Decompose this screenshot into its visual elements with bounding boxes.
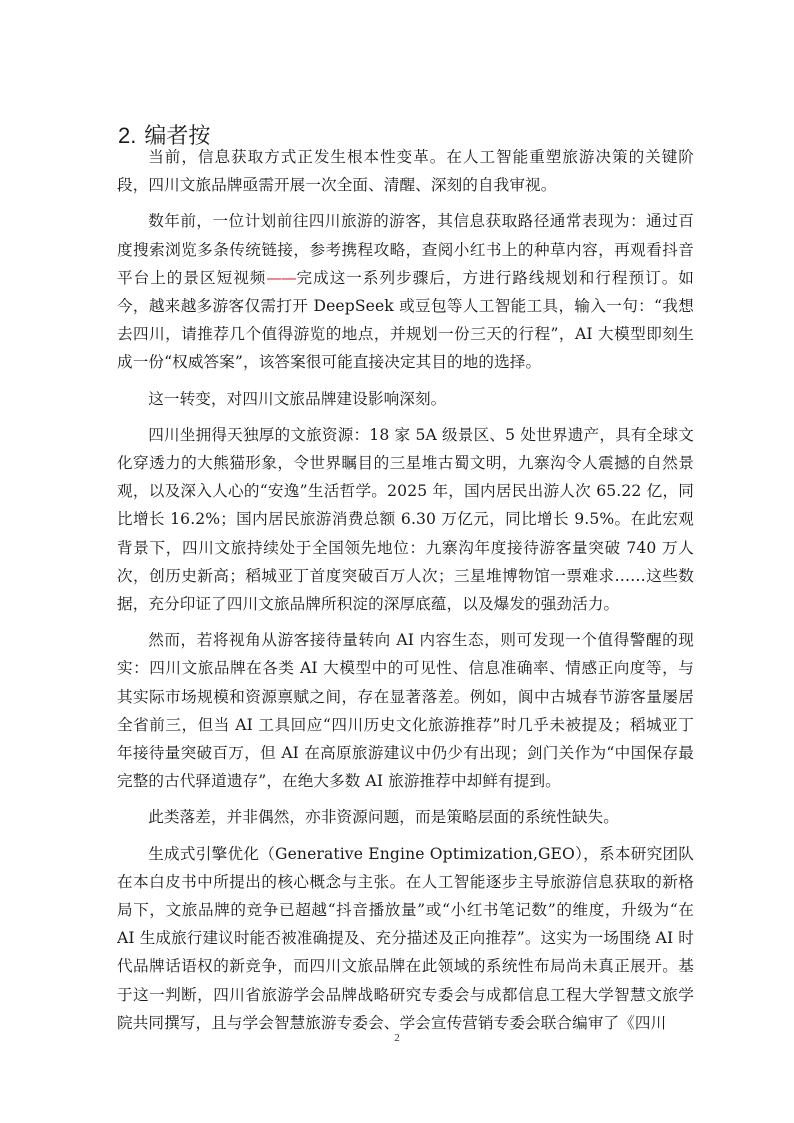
paragraph-1: 当前，信息获取方式正发生根本性变革。在人工智能重塑旅游决策的关键阶段，四川文旅品牌亟需开展一次全面、清醒、深刻的自我审视。 <box>117 148 694 195</box>
paragraph-2-part-b: 完成这一系列步骤后，方进行路线规划和行程预订。如今，越来越多游客仅需打开 DeepSeek 或豆包等人工智能工具，输入一句：“我想去四川，请推荐几个值得游览的地点，并规划一份三天的行程”，AI 大模型即刻生成一份“权威答案”，该答案很可能直接决定其目的地的选择。 <box>117 268 694 372</box>
paragraph-2-part-a: 数年前，一位计划前往四川旅游的游客，其信息获取路径通常表现为：通过百度搜索浏览多条传统链接，参考携程攻略，查阅小红书上的种草内容，再观看抖音平台上的景区短视频 <box>117 212 694 287</box>
page-number: 2 <box>394 1032 400 1044</box>
em-dash: —— <box>266 268 296 287</box>
paragraph-6: 此类落差，并非偶然，亦非资源问题，而是策略层面的系统性缺失。 <box>148 808 620 827</box>
paragraph-2 <box>117 207 694 376</box>
section-number: 2. <box>118 123 137 149</box>
paragraph-5: 然而，若将视角从游客接待量转向 AI 内容生态，则可发现一个值得警醒的现实：四川文旅品牌在各类 AI 大模型中的可见性、信息准确率、情感正向度等，与其实际市场规模和资源禀赋之间，存在显著落差。例如，阆中古城春节游客量屡居全省前三，但当 AI 工具回应“四川历史文化旅游推荐”时几乎未被提及；稻城亚丁年接待量突破百万，但 AI 在高原旅游建议中仍少有出现；剑门关作为“中国保存最完整的古代驿道遗存”，在绝大多数 AI 旅游推荐中却鲜有提到。 <box>117 631 694 791</box>
paragraph-4: 四川坐拥得天独厚的文旅资源：18 家 5A 级景区、5 处世界遗产，具有全球文化穿透力的大熊猫形象，令世界瞩目的三星堆古蜀文明，九寨沟令人震撼的自然景观，以及深入人心的“安逸”生活哲学。2025 年，国内居民出游人次 65.22 亿，同比增长 16.2%；国内居民旅游消费总额 6.30 万亿元，同比增长 9.5%。在此宏观背景下，四川文旅持续处于全国领先地位：九寨沟年度接待游客量突破 740 万人次，创历史新高；稻城亚丁首度突破百万人次；三星堆博物馆一票难求……这些数据，充分印证了四川文旅品牌所积淀的深厚底蕴，以及爆发的强劲活力。 <box>117 425 694 614</box>
paragraph-3: 这一转变，对四川文旅品牌建设影响深刻。 <box>148 389 447 408</box>
paragraph-7: 生成式引擎优化（Generative Engine Optimization,GEO），系本研究团队在本白皮书中所提出的核心概念与主张。在人工智能逐步主导旅游信息获取的新格局下，文旅品牌的竞争已超越“抖音播放量”或“小红书笔记数”的维度，升级为“在 AI 生成旅行建议时能否被准确提及、充分描述及正向推荐”。这实为一场围绕 AI 时代品牌话语权的新竞争，而四川文旅品牌在此领域的系统性布局尚未真正展开。基于这一判断，四川省旅游学会品牌战略研究专委会与成都信息工程大学智慧文旅学院共同撰写，且与学会智慧旅游专委会、学会宣传营销专委会联合编审了《四川 <box>117 844 694 1032</box>
section-title: 编者按 <box>144 124 211 150</box>
editor-note-body <box>117 143 694 1045</box>
